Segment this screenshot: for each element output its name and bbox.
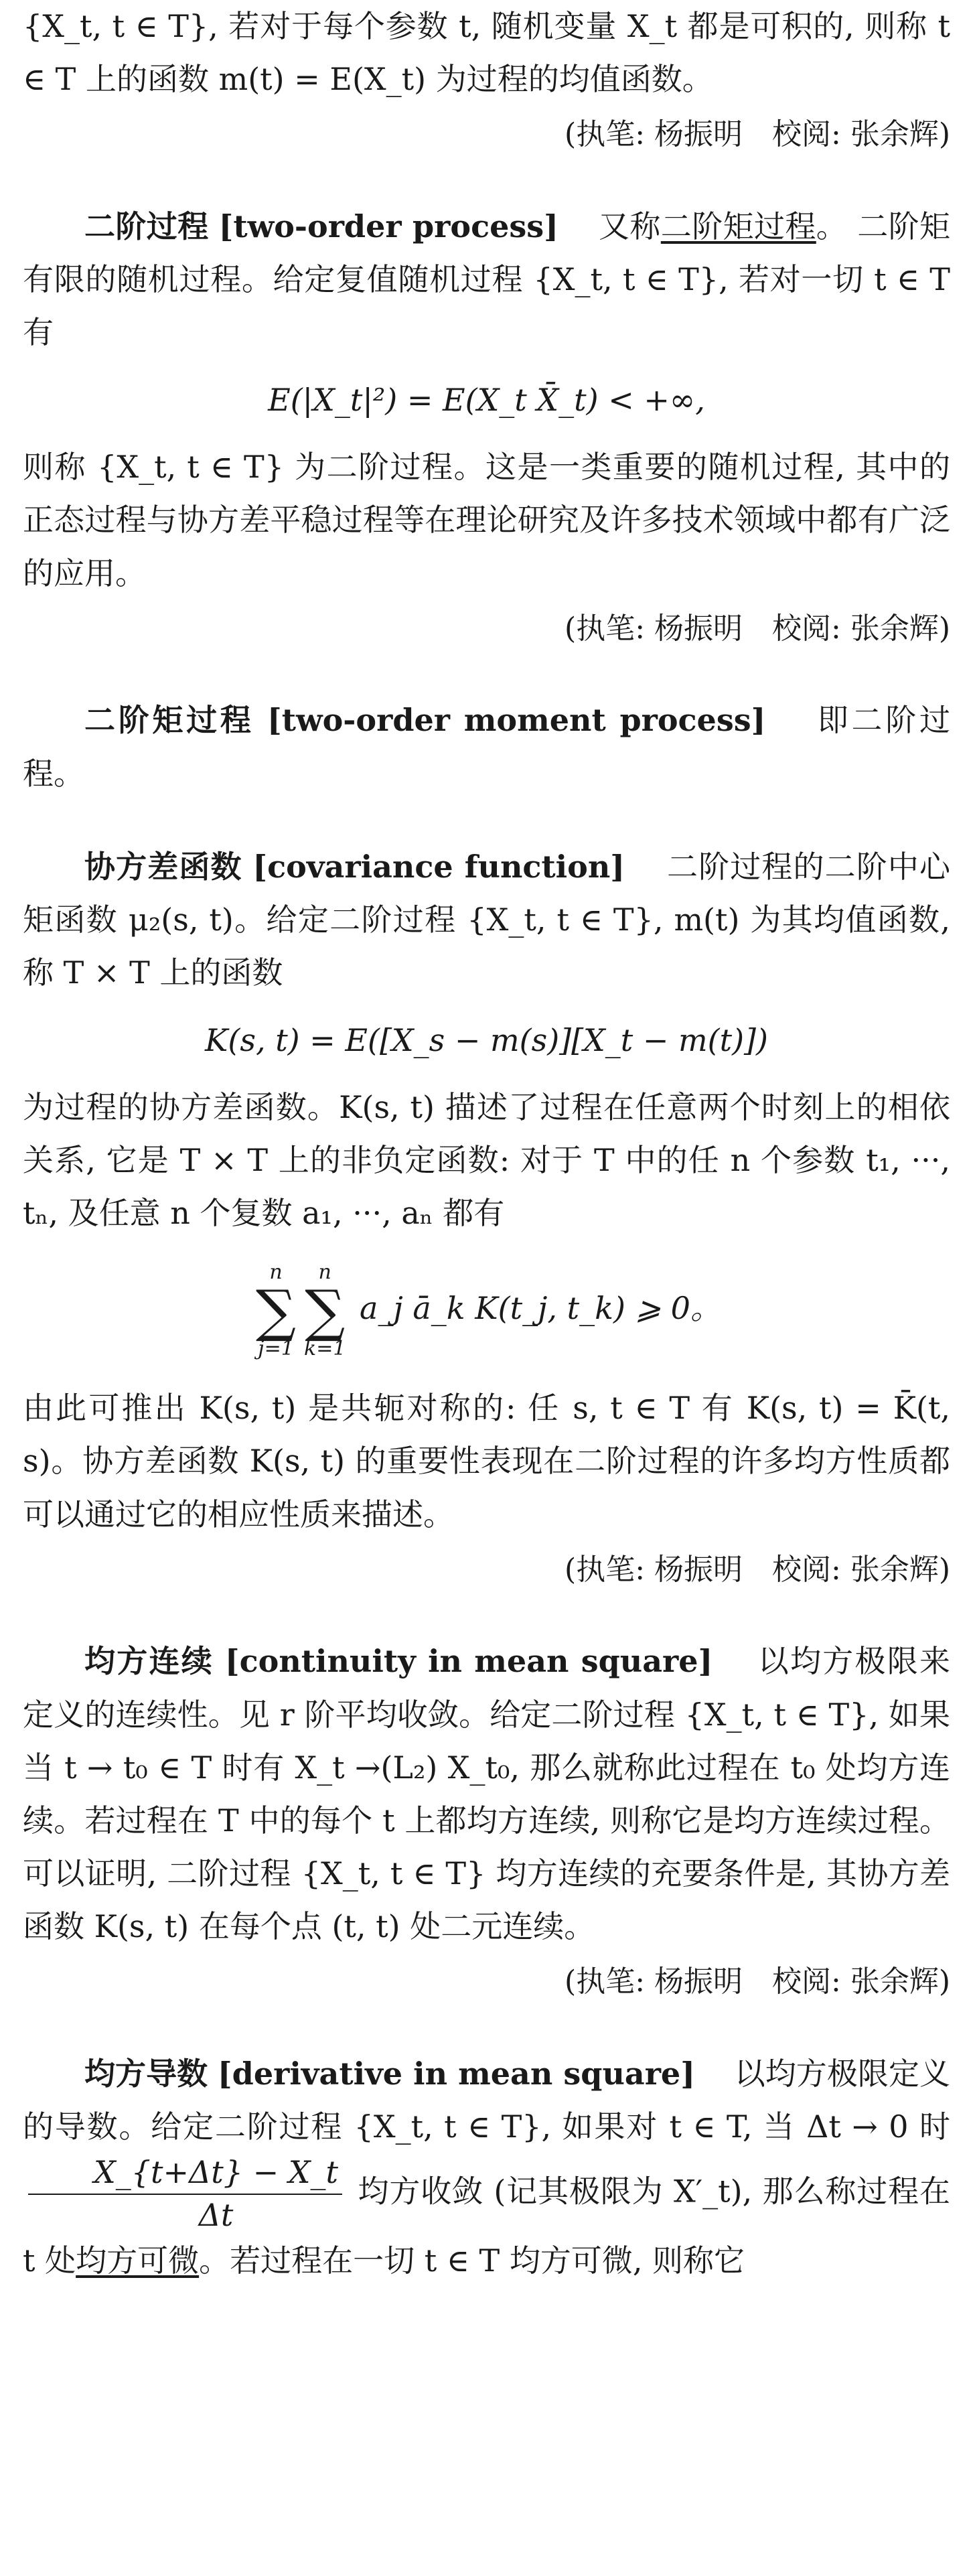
entry-two-order-moment-process [23,694,950,800]
entry-two-order-process [23,200,950,654]
entry-first-paragraph [23,2048,950,2287]
entry-text: 为过程的协方差函数。K(s, t) 描述了过程在任意两个时刻上的相依关系, 它是 T × T 上的非负定函数: 对于 T 中的任 n 个参数 t₁, ···, tₙ, 及任意 n 个复数 a₁, ···, aₙ 都有 [23,1089,950,1232]
sum-lower-limit: k=1 [304,1337,346,1361]
entry-continuity-in-mean-square [23,1635,950,2007]
signature-reviewer: 校阅: 张余辉) [772,1552,950,1587]
signature [23,1545,950,1595]
entry-text: 二阶过程的二阶中心矩函数 μ₂(s, t)。给定二阶过程 {X_t, t ∈ T}, m(t) 为其均值函数, 称 T × T 上的函数 [23,848,951,991]
signature-author: (执笔: 杨振明 [565,1552,743,1587]
entry-english-term: [covariance function] [252,848,625,885]
fraction-numerator: X_{t+Δt} − X_t [28,2153,342,2195]
difference-quotient [28,2153,342,2234]
entry-english-term: [derivative in mean square] [217,2055,695,2092]
sum-formula [23,1263,950,1359]
entry-term: 二阶过程 [84,208,209,245]
entry-text: 即二阶过程。 [23,702,951,792]
entry-text: 以均方极限来定义的连续性。见 r 阶平均收敛。给定二阶过程 {X_t, t ∈ T}, 如果当 t → t₀ ∈ T 时有 X_t →(L₂) X_t₀, 那么就称此过程在 t₀ 处均方连续。若过程在 T 中的每个 t 上都均方连续, 则称它是均方连续过程。可以证明, 二阶过程 {X_t, t ∈ T} 均方连续的充要条件是, 其协方差函数 K(s, t) 在每个点 (t, t) 处二元连续。 [23,1643,951,1945]
entry-covariance-function [23,841,950,1595]
entry-term: 均方导数 [84,2055,208,2092]
entry-derivative-in-mean-square [23,2048,950,2287]
intro-paragraph: {X_t, t ∈ T}, 若对于每个参数 t, 随机变量 X_t 都是可积的, 则称 t ∈ T 上的函数 m(t) = E(X_t) 为过程的均值函数。 [23,8,950,98]
entry-term: 二阶矩过程 [84,702,254,739]
formula: K(s, t) = E([X_s − m(s)][X_t − m(t)]) [205,1022,768,1059]
cross-reference-link[interactable]: 均方可微 [76,2242,200,2279]
entry-first-paragraph [23,841,950,999]
alias-link[interactable]: 二阶矩过程 [660,208,816,245]
signature-author: (执笔: 杨振明 [565,611,743,646]
alias-suffix: 。 [816,208,848,245]
fraction-denominator: Δt [198,2196,234,2233]
signature-reviewer: 校阅: 张余辉) [772,611,950,646]
sum-symbol-j: n ∑ j=1 [256,1261,297,1361]
entry-text: 以均方极限定义的导数。给定二阶过程 {X_t, t ∈ T}, 如果对 t ∈ T, 当 Δt → 0 时 [23,2055,951,2145]
entry-english-term: [two-order moment process] [267,702,766,739]
entry-english-term: [continuity in mean square] [224,1643,713,1680]
entry-term: 协方差函数 [84,848,242,885]
signature [23,1957,950,2007]
sum-upper-limit: n [269,1261,283,1285]
sum-body: a_j ā_k K(t_j, t_k) ⩾ 0。 [360,1290,721,1327]
sum-lower-limit: j=1 [258,1337,294,1361]
entry-text: 则称 {X_t, t ∈ T} 为二阶过程。这是一类重要的随机过程, 其中的正态过程与协方差平稳过程等在理论研究及许多技术领域中都有广泛的应用。 [23,449,950,591]
entry-term: 均方连续 [84,1643,214,1680]
signature-author: (执笔: 杨振明 [565,117,743,152]
alias-prefix: 又称 [599,208,661,245]
entry-first-paragraph [23,694,950,800]
entry-text: 均方收敛 (记其极限为 X′_t), 那么称过程在 t 处 [23,2173,950,2279]
entry-text: 由此可推出 K(s, t) 是共轭对称的: 任 s, t ∈ T 有 K(s, t) = K̄(t, s)。协方差函数 K(s, t) 的重要性表现在二阶过程的许多均方性质都可以通过它的相应性质来描述。 [23,1390,950,1532]
signature-reviewer: 校阅: 张余辉) [772,117,950,152]
entry-text: 二阶矩有限的随机过程。给定复值随机过程 {X_t, t ∈ T}, 若对一切 t ∈ T 有 [23,208,951,351]
formula: E(|X_t|²) = E(X_t X̄_t) < +∞, [268,382,705,419]
signature-reviewer: 校阅: 张余辉) [772,1964,950,1999]
signature [23,604,950,654]
entry-first-paragraph [23,200,950,359]
signature-author: (执笔: 杨振明 [565,1964,743,1999]
entry-english-term: [two-order process] [218,208,558,245]
sum-upper-limit: n [318,1261,331,1285]
entry-text: 。若过程在一切 t ∈ T 均方可微, 则称它 [199,2242,745,2279]
sum-symbol-k: n ∑ k=1 [304,1261,346,1361]
signature [23,110,950,160]
entry-first-paragraph [23,1635,950,1953]
